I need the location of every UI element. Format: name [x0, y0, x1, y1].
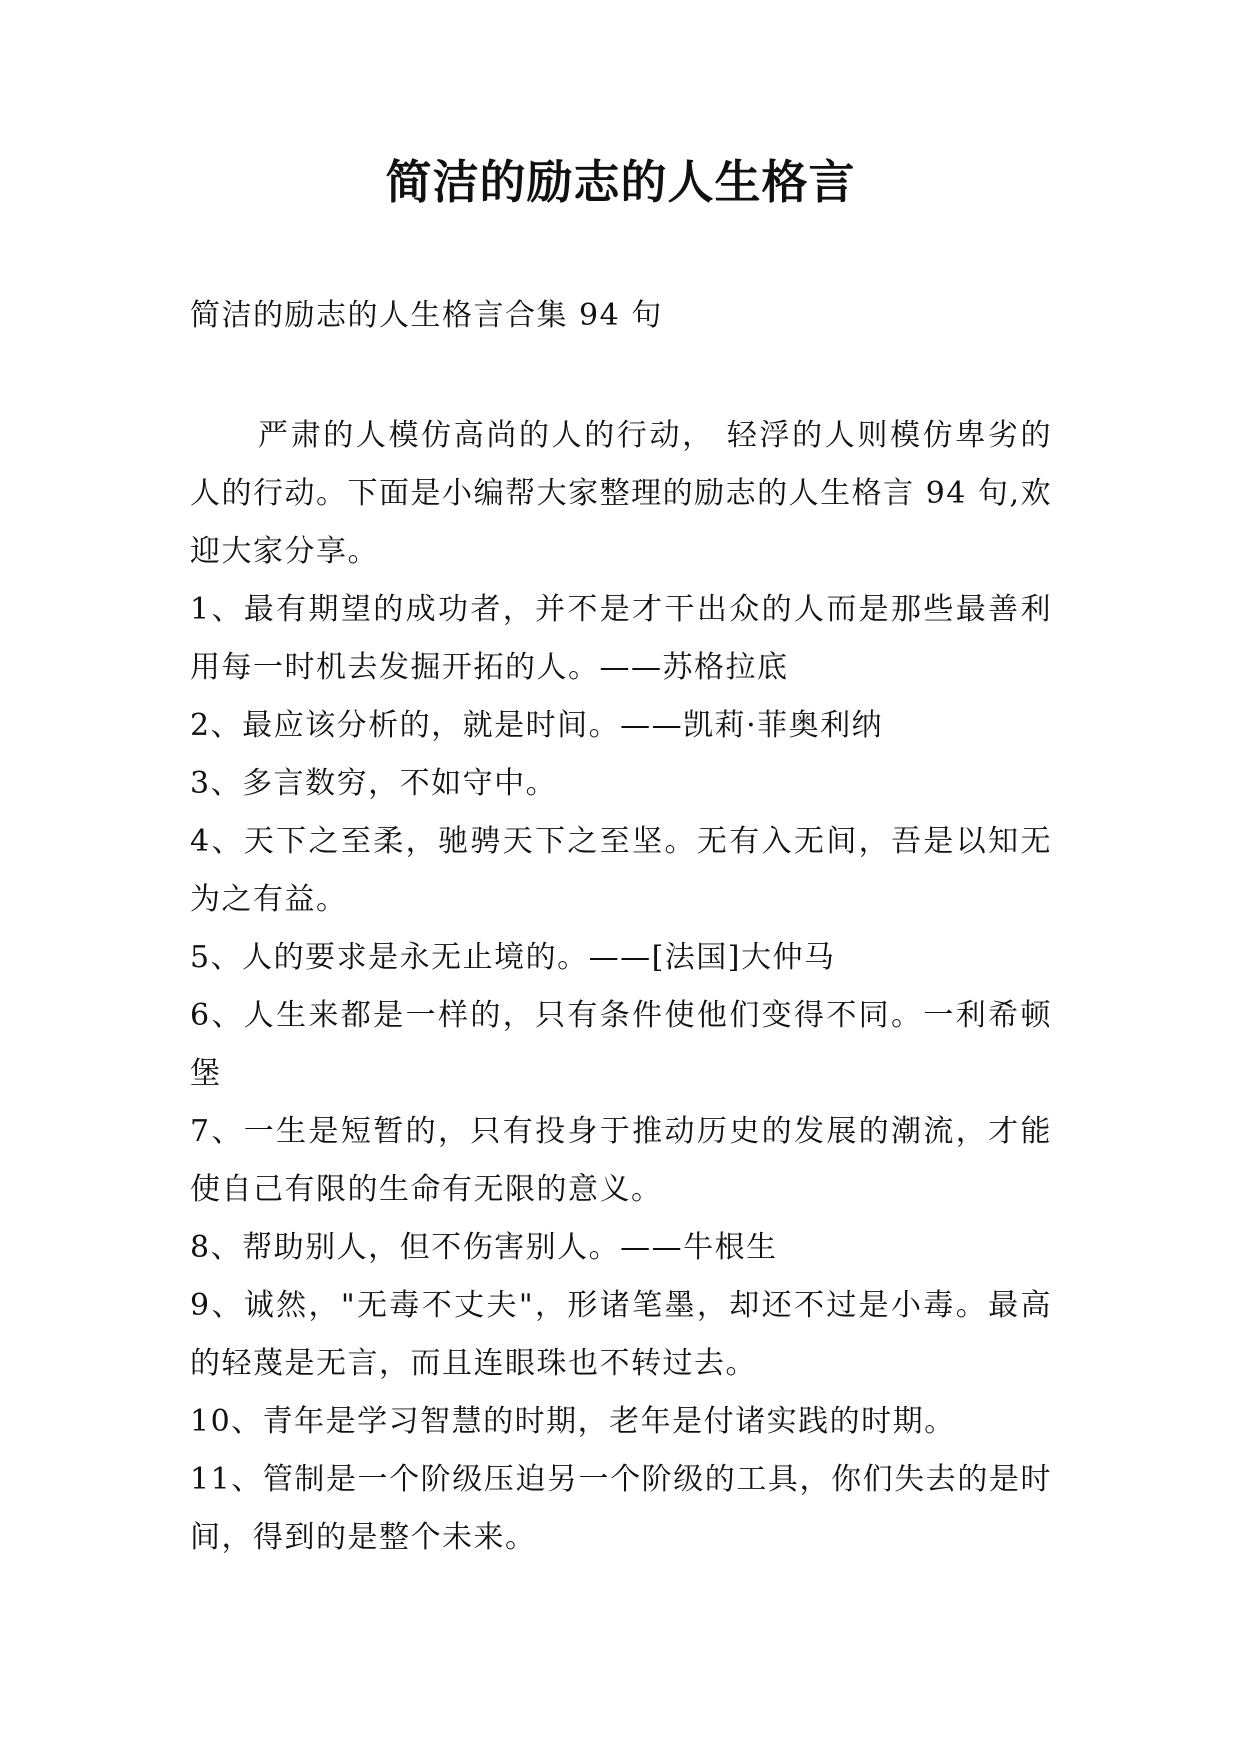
- document-body: [190, 407, 1052, 1567]
- list-item: 10、青年是学习智慧的时期，老年是付诸实践的时期。: [190, 1404, 956, 1439]
- list-item: 5、人的要求是永无止境的。——[法国]大仲马: [190, 940, 836, 975]
- list-item: 1、最有期望的成功者，并不是才干出众的人而是那些最善利用每一时机去发掘开拓的人。——苏格拉底: [190, 592, 1052, 685]
- document-subtitle: 简洁的励志的人生格言合集 94 句: [190, 298, 663, 333]
- list-item: 4、天下之至柔，驰骋天下之至坚。无有入无间，吾是以知无为之有益。: [190, 824, 1052, 917]
- list-item: 6、人生来都是一样的，只有条件使他们变得不同。一利希顿堡: [190, 998, 1052, 1091]
- intro-paragraph: 严肃的人模仿高尚的人的行动， 轻浮的人则模仿卑劣的人的行动。下面是小编帮大家整理的励志的人生格言 94 句,欢迎大家分享。: [190, 418, 1052, 569]
- page-title: 简洁的励志的人生格言: [385, 155, 856, 209]
- list-item: 9、诚然，"无毒不丈夫"，形诸笔墨，却还不过是小毒。最高的轻蔑是无言，而且连眼珠也不转过去。: [190, 1288, 1052, 1381]
- list-item: 11、管制是一个阶级压迫另一个阶级的工具，你们失去的是时间，得到的是整个未来。: [190, 1462, 1052, 1555]
- list-item: 7、一生是短暂的，只有投身于推动历史的发展的潮流，才能使自己有限的生命有无限的意义。: [190, 1114, 1052, 1207]
- list-item: 3、多言数穷，不如守中。: [190, 766, 558, 801]
- list-item: 8、帮助别人，但不伤害别人。——牛根生: [190, 1230, 778, 1265]
- list-item: 2、最应该分析的，就是时间。——凯莉·菲奥利纳: [190, 708, 884, 743]
